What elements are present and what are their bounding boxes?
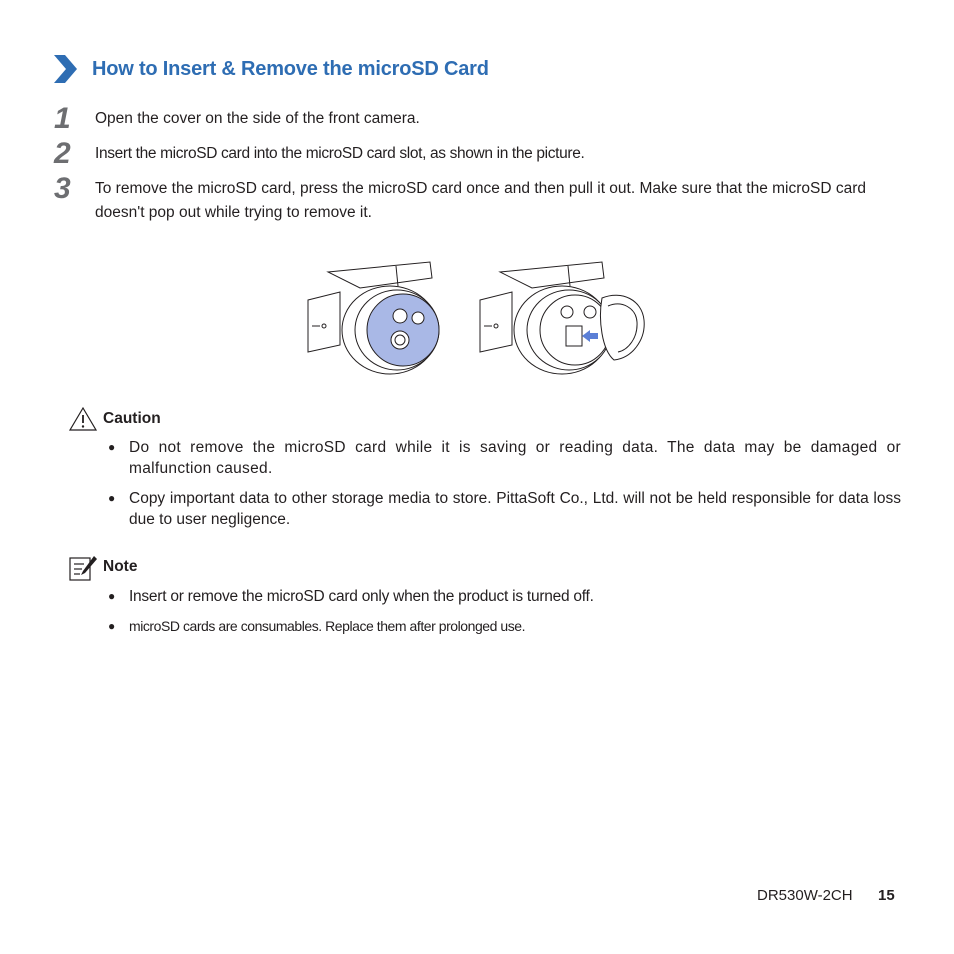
step-number: 3 (54, 172, 71, 205)
note-title: Note (103, 558, 138, 575)
section-title: How to Insert & Remove the microSD Card (92, 58, 489, 80)
note-pencil-icon (68, 554, 98, 582)
step-text: Open the cover on the side of the front camera. (95, 110, 420, 127)
camera-closed-cover (308, 262, 439, 374)
bullet-icon: ● (108, 440, 116, 454)
step-number: 1 (54, 102, 71, 135)
page-number: 15 (878, 887, 895, 904)
step-text: To remove the microSD card, press the microSD card once and then pull it out. Make sure that the microSD card doesn't pop out while trying to remove it. (95, 180, 867, 221)
list-item: microSD cards are consumables. Replace them after prolonged use. (129, 618, 526, 634)
warning-triangle-icon (68, 406, 98, 432)
list-item: Copy important data to other storage media to store. PittaSoft Co., Ltd. will not be held responsible for data loss due to user negligence. (129, 490, 901, 528)
chevron-right-icon (52, 54, 78, 84)
step-number: 2 (54, 137, 71, 170)
list-item: Do not remove the microSD card while it is saving or reading data. The data may be damaged or malfunction caused. (129, 439, 901, 477)
camera-illustration (300, 240, 660, 380)
bullet-icon: ● (108, 619, 116, 633)
footer-model: DR530W-2CH (757, 887, 853, 904)
list-item: Insert or remove the microSD card only when the product is turned off. (129, 588, 594, 605)
step-text: Insert the microSD card into the microSD card slot, as shown in the picture. (95, 145, 585, 162)
bullet-icon: ● (108, 589, 116, 603)
bullet-icon: ● (108, 491, 116, 505)
camera-open-cover (480, 262, 644, 374)
caution-title: Caution (103, 410, 161, 427)
